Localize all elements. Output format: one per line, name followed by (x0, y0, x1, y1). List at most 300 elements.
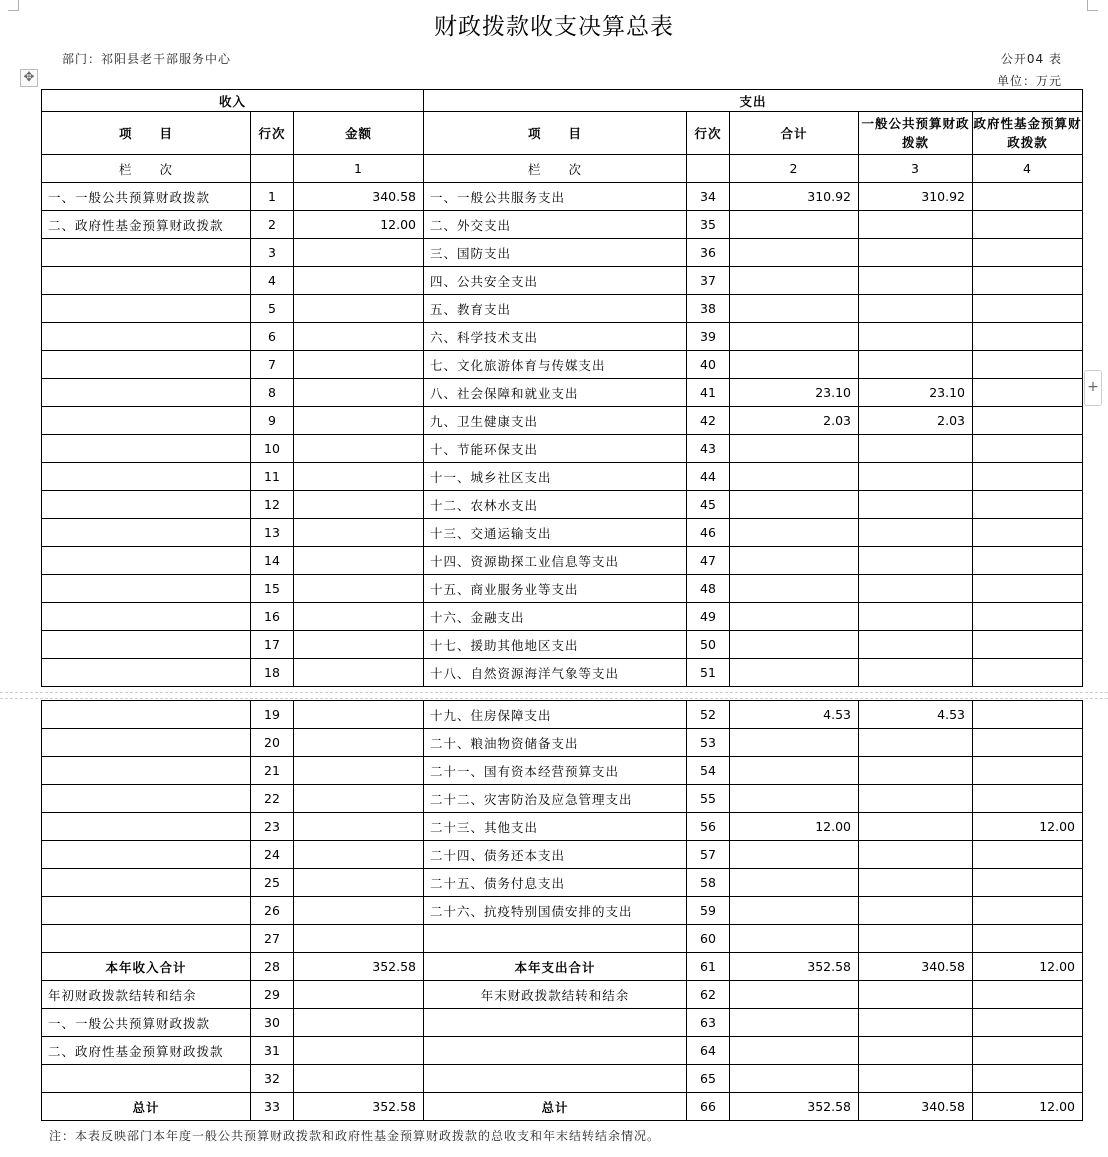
expense-item-cell (424, 1009, 687, 1037)
gov-fund-cell: 12.00 (973, 813, 1083, 841)
expense-row-no-cell: 50 (687, 631, 730, 659)
expense-row-no-cell: 39 (687, 323, 730, 351)
income-item-cell (42, 463, 251, 491)
gov-fund-cell (973, 631, 1083, 659)
page-title: 财政拨款收支决算总表 (434, 14, 674, 40)
income-item-cell: 本年收入合计 (42, 953, 251, 981)
gov-fund-cell (973, 519, 1083, 547)
gov-fund-cell (973, 841, 1083, 869)
income-amount-cell (294, 547, 424, 575)
income-amount-cell (294, 757, 424, 785)
column-label: 栏 次 (42, 155, 251, 183)
table-row (42, 757, 1083, 785)
expense-total-cell (730, 603, 859, 631)
expense-row-no-cell: 54 (687, 757, 730, 785)
expense-total-cell: 310.92 (730, 183, 859, 211)
income-item-cell (42, 897, 251, 925)
general-budget-cell: 23.10 (859, 379, 973, 407)
income-row-no-cell: 33 (251, 1093, 294, 1121)
expense-row-no-cell: 38 (687, 295, 730, 323)
income-item-cell (42, 295, 251, 323)
income-row-no-header: 行次 (251, 112, 294, 155)
income-amount-cell (294, 295, 424, 323)
income-row-no-cell: 5 (251, 295, 294, 323)
table-row (42, 897, 1083, 925)
gov-fund-cell (973, 603, 1083, 631)
income-amount-cell (294, 981, 424, 1009)
income-item-header: 项 目 (42, 112, 251, 155)
expense-row-no-cell: 59 (687, 897, 730, 925)
income-item-cell: 一、一般公共预算财政拨款 (42, 183, 251, 211)
income-row-no-cell: 20 (251, 729, 294, 757)
empty-cell (251, 155, 294, 183)
column-number: 2 (730, 155, 859, 183)
expense-item-cell: 本年支出合计 (424, 953, 687, 981)
income-item-cell (42, 575, 251, 603)
expense-row-no-cell: 43 (687, 435, 730, 463)
income-amount-cell (294, 407, 424, 435)
expense-total-cell: 12.00 (730, 813, 859, 841)
income-row-no-cell: 27 (251, 925, 294, 953)
gov-fund-cell (973, 869, 1083, 897)
expense-item-cell: 十九、住房保障支出 (424, 701, 687, 729)
gov-fund-cell (973, 379, 1083, 407)
expense-item-cell: 十七、援助其他地区支出 (424, 631, 687, 659)
table-row (42, 407, 1083, 435)
income-item-cell (42, 519, 251, 547)
expense-item-cell: 八、社会保障和就业支出 (424, 379, 687, 407)
gov-fund-cell (973, 897, 1083, 925)
income-row-no-cell: 22 (251, 785, 294, 813)
expense-total-cell (730, 211, 859, 239)
income-amount-header: 金额 (294, 112, 424, 155)
budget-table-page-1 (41, 89, 1083, 687)
table-row (42, 267, 1083, 295)
general-budget-cell (859, 981, 973, 1009)
expense-row-no-cell: 57 (687, 841, 730, 869)
expense-item-cell: 十二、农林水支出 (424, 491, 687, 519)
income-amount-cell (294, 1009, 424, 1037)
expense-row-no-cell: 40 (687, 351, 730, 379)
gov-fund-cell (973, 659, 1083, 687)
table-row (42, 1065, 1083, 1093)
general-budget-cell (859, 491, 973, 519)
expense-item-cell: 二十一、国有资本经营预算支出 (424, 757, 687, 785)
income-item-cell (42, 757, 251, 785)
expense-item-cell: 五、教育支出 (424, 295, 687, 323)
general-budget-cell (859, 295, 973, 323)
income-amount-cell (294, 869, 424, 897)
expense-total-cell (730, 351, 859, 379)
expense-total-cell (730, 1037, 859, 1065)
gov-fund-cell (973, 267, 1083, 295)
table-row (42, 323, 1083, 351)
income-amount-cell (294, 239, 424, 267)
expense-row-no-cell: 36 (687, 239, 730, 267)
gov-fund-cell (973, 463, 1083, 491)
expense-total-cell (730, 519, 859, 547)
income-row-no-cell: 18 (251, 659, 294, 687)
expense-total-cell (730, 1009, 859, 1037)
table-row (42, 841, 1083, 869)
expense-row-no-cell: 55 (687, 785, 730, 813)
expense-row-no-cell: 42 (687, 407, 730, 435)
general-budget-cell: 2.03 (859, 407, 973, 435)
gov-fund-cell (973, 1065, 1083, 1093)
expense-total-cell (730, 239, 859, 267)
income-amount-cell (294, 659, 424, 687)
income-item-cell (42, 603, 251, 631)
general-budget-cell (859, 925, 973, 953)
expense-total-cell: 4.53 (730, 701, 859, 729)
general-budget-cell (859, 575, 973, 603)
general-budget-cell (859, 729, 973, 757)
gov-fund-cell: 12.00 (973, 953, 1083, 981)
income-item-cell (42, 239, 251, 267)
table-row (42, 1093, 1083, 1121)
expense-row-no-cell: 56 (687, 813, 730, 841)
general-budget-cell (859, 435, 973, 463)
income-row-no-cell: 4 (251, 267, 294, 295)
income-item-cell (42, 729, 251, 757)
income-amount-cell (294, 491, 424, 519)
income-row-no-cell: 31 (251, 1037, 294, 1065)
gov-fund-cell (973, 351, 1083, 379)
expense-row-no-cell: 37 (687, 267, 730, 295)
expense-item-cell: 十五、商业服务业等支出 (424, 575, 687, 603)
income-amount-cell (294, 925, 424, 953)
expense-item-cell: 四、公共安全支出 (424, 267, 687, 295)
table-row (42, 435, 1083, 463)
expense-total-cell (730, 1065, 859, 1093)
expense-total-cell (730, 323, 859, 351)
general-budget-cell (859, 1065, 973, 1093)
expense-total-cell (730, 757, 859, 785)
expense-item-cell: 三、国防支出 (424, 239, 687, 267)
income-amount-cell (294, 701, 424, 729)
income-item-cell (42, 631, 251, 659)
income-amount-cell (294, 575, 424, 603)
expense-row-no-cell: 65 (687, 1065, 730, 1093)
income-row-no-cell: 11 (251, 463, 294, 491)
table-row (42, 659, 1083, 687)
budget-table-page-2 (41, 700, 1083, 1121)
table-row (42, 953, 1083, 981)
income-amount-cell (294, 729, 424, 757)
income-row-no-cell: 2 (251, 211, 294, 239)
gov-fund-header: 政府性基金预算财政拨款 (973, 112, 1083, 155)
income-item-cell (42, 435, 251, 463)
income-row-no-cell: 8 (251, 379, 294, 407)
income-amount-cell (294, 841, 424, 869)
income-row-no-cell: 30 (251, 1009, 294, 1037)
income-item-cell: 一、一般公共预算财政拨款 (42, 1009, 251, 1037)
expense-total-cell (730, 729, 859, 757)
expense-total-cell (730, 659, 859, 687)
expense-total-cell (730, 925, 859, 953)
gov-fund-cell (973, 323, 1083, 351)
column-label: 栏 次 (424, 155, 687, 183)
table-row (42, 981, 1083, 1009)
expense-item-cell: 二十二、灾害防治及应急管理支出 (424, 785, 687, 813)
income-row-no-cell: 21 (251, 757, 294, 785)
general-budget-cell: 310.92 (859, 183, 973, 211)
income-amount-cell (294, 323, 424, 351)
income-row-no-cell: 10 (251, 435, 294, 463)
income-amount-cell (294, 813, 424, 841)
expense-item-cell: 总计 (424, 1093, 687, 1121)
gov-fund-cell: 12.00 (973, 1093, 1083, 1121)
expense-item-cell (424, 1065, 687, 1093)
table-row (42, 379, 1083, 407)
income-amount-cell: 352.58 (294, 1093, 424, 1121)
income-item-cell (42, 1065, 251, 1093)
table-row (42, 631, 1083, 659)
expense-total-cell (730, 575, 859, 603)
income-item-cell (42, 407, 251, 435)
expense-row-no-cell: 58 (687, 869, 730, 897)
expense-item-cell: 二十五、债务付息支出 (424, 869, 687, 897)
income-amount-cell: 12.00 (294, 211, 424, 239)
general-budget-cell (859, 897, 973, 925)
expense-row-no-cell: 53 (687, 729, 730, 757)
general-budget-cell (859, 211, 973, 239)
table-row (42, 463, 1083, 491)
expense-item-cell: 二十、粮油物资储备支出 (424, 729, 687, 757)
general-budget-cell (859, 547, 973, 575)
general-budget-cell (859, 267, 973, 295)
income-amount-cell (294, 435, 424, 463)
table-move-handle-icon[interactable]: ✥ (20, 69, 38, 87)
income-row-no-cell: 13 (251, 519, 294, 547)
income-amount-cell (294, 463, 424, 491)
expense-total-cell: 2.03 (730, 407, 859, 435)
expense-total-cell (730, 785, 859, 813)
income-row-no-cell: 14 (251, 547, 294, 575)
expense-row-no-cell: 35 (687, 211, 730, 239)
income-header: 收入 (42, 90, 424, 112)
expense-item-cell: 十、节能环保支出 (424, 435, 687, 463)
expense-row-no-cell: 44 (687, 463, 730, 491)
add-column-button[interactable]: + (1084, 370, 1102, 406)
income-row-no-cell: 28 (251, 953, 294, 981)
expense-total-cell (730, 435, 859, 463)
expense-item-cell: 九、卫生健康支出 (424, 407, 687, 435)
table-row (42, 813, 1083, 841)
expense-row-no-cell: 49 (687, 603, 730, 631)
gov-fund-cell (973, 435, 1083, 463)
expense-total-cell: 352.58 (730, 953, 859, 981)
expense-header: 支出 (424, 90, 1083, 112)
expense-total-cell (730, 897, 859, 925)
expense-row-no-cell: 64 (687, 1037, 730, 1065)
table-row (42, 519, 1083, 547)
income-row-no-cell: 23 (251, 813, 294, 841)
income-row-no-cell: 7 (251, 351, 294, 379)
expense-row-no-cell: 48 (687, 575, 730, 603)
expense-item-cell (424, 1037, 687, 1065)
income-amount-cell (294, 519, 424, 547)
income-row-no-cell: 15 (251, 575, 294, 603)
general-budget-cell (859, 463, 973, 491)
income-amount-cell: 352.58 (294, 953, 424, 981)
expense-item-cell: 六、科学技术支出 (424, 323, 687, 351)
income-amount-cell (294, 379, 424, 407)
footnote: 注：本表反映部门本年度一般公共预算财政拨款和政府性基金预算财政拨款的总收支和年末结转结余情况。 (49, 1129, 661, 1143)
expense-row-no-cell: 62 (687, 981, 730, 1009)
expense-item-cell: 一、一般公共服务支出 (424, 183, 687, 211)
general-budget-cell (859, 519, 973, 547)
income-row-no-cell: 32 (251, 1065, 294, 1093)
table-row (42, 239, 1083, 267)
table-row (42, 603, 1083, 631)
expense-row-no-cell: 52 (687, 701, 730, 729)
expense-total-cell: 23.10 (730, 379, 859, 407)
income-item-cell: 二、政府性基金预算财政拨款 (42, 1037, 251, 1065)
expense-total-header: 合计 (730, 112, 859, 155)
table-row (42, 701, 1083, 729)
income-item-cell (42, 701, 251, 729)
expense-row-no-cell: 61 (687, 953, 730, 981)
general-budget-header: 一般公共预算财政拨款 (859, 112, 973, 155)
expense-total-cell (730, 841, 859, 869)
expense-row-no-cell: 41 (687, 379, 730, 407)
income-item-cell (42, 491, 251, 519)
general-budget-cell (859, 813, 973, 841)
expense-total-cell (730, 491, 859, 519)
income-row-no-cell: 29 (251, 981, 294, 1009)
gov-fund-cell (973, 981, 1083, 1009)
income-item-cell: 二、政府性基金预算财政拨款 (42, 211, 251, 239)
income-row-no-cell: 9 (251, 407, 294, 435)
income-row-no-cell: 6 (251, 323, 294, 351)
column-number: 3 (859, 155, 973, 183)
expense-item-cell: 十八、自然资源海洋气象等支出 (424, 659, 687, 687)
expense-item-cell: 二十六、抗疫特别国债安排的支出 (424, 897, 687, 925)
income-amount-cell (294, 1065, 424, 1093)
income-row-no-cell: 17 (251, 631, 294, 659)
table-row (42, 575, 1083, 603)
income-item-cell (42, 925, 251, 953)
empty-cell (687, 155, 730, 183)
gov-fund-cell (973, 729, 1083, 757)
general-budget-cell (859, 841, 973, 869)
income-row-no-cell: 19 (251, 701, 294, 729)
income-amount-cell (294, 267, 424, 295)
expense-item-cell: 十六、金融支出 (424, 603, 687, 631)
expense-item-cell: 十一、城乡社区支出 (424, 463, 687, 491)
income-amount-cell: 340.58 (294, 183, 424, 211)
income-row-no-cell: 16 (251, 603, 294, 631)
income-row-no-cell: 1 (251, 183, 294, 211)
expense-item-header: 项 目 (424, 112, 687, 155)
general-budget-cell (859, 785, 973, 813)
income-amount-cell (294, 1037, 424, 1065)
expense-row-no-cell: 51 (687, 659, 730, 687)
income-item-cell (42, 659, 251, 687)
income-row-no-cell: 3 (251, 239, 294, 267)
expense-item-cell: 二十四、债务还本支出 (424, 841, 687, 869)
gov-fund-cell (973, 701, 1083, 729)
table-row (42, 183, 1083, 211)
general-budget-cell (859, 239, 973, 267)
general-budget-cell (859, 351, 973, 379)
income-item-cell (42, 267, 251, 295)
gov-fund-cell (973, 239, 1083, 267)
table-row (42, 785, 1083, 813)
expense-row-no-cell: 34 (687, 183, 730, 211)
income-item-cell (42, 547, 251, 575)
expense-row-no-header: 行次 (687, 112, 730, 155)
income-item-cell (42, 785, 251, 813)
gov-fund-cell (973, 925, 1083, 953)
gov-fund-cell (973, 1037, 1083, 1065)
expense-row-no-cell: 60 (687, 925, 730, 953)
table-row (42, 547, 1083, 575)
general-budget-cell: 4.53 (859, 701, 973, 729)
table-number: 公开04 表 (1000, 52, 1062, 66)
column-number: 4 (973, 155, 1083, 183)
gov-fund-cell (973, 785, 1083, 813)
gov-fund-cell (973, 183, 1083, 211)
expense-row-no-cell: 45 (687, 491, 730, 519)
income-amount-cell (294, 351, 424, 379)
expense-total-cell: 352.58 (730, 1093, 859, 1121)
income-item-cell (42, 379, 251, 407)
table-row (42, 729, 1083, 757)
expense-total-cell (730, 631, 859, 659)
expense-item-cell: 二十三、其他支出 (424, 813, 687, 841)
income-item-cell (42, 351, 251, 379)
expense-total-cell (730, 981, 859, 1009)
general-budget-cell (859, 1037, 973, 1065)
income-row-no-cell: 24 (251, 841, 294, 869)
general-budget-cell (859, 659, 973, 687)
income-row-no-cell: 25 (251, 869, 294, 897)
income-amount-cell (294, 785, 424, 813)
table-row (42, 1009, 1083, 1037)
table-row (42, 1037, 1083, 1065)
expense-total-cell (730, 869, 859, 897)
expense-total-cell (730, 547, 859, 575)
gov-fund-cell (973, 757, 1083, 785)
income-item-cell (42, 841, 251, 869)
general-budget-cell (859, 1009, 973, 1037)
expense-row-no-cell: 63 (687, 1009, 730, 1037)
general-budget-cell (859, 869, 973, 897)
expense-total-cell (730, 295, 859, 323)
expense-item-cell: 年末财政拨款结转和结余 (424, 981, 687, 1009)
gov-fund-cell (973, 575, 1083, 603)
gov-fund-cell (973, 491, 1083, 519)
income-item-cell (42, 323, 251, 351)
general-budget-cell (859, 631, 973, 659)
table-row (42, 295, 1083, 323)
table-row (42, 869, 1083, 897)
gov-fund-cell (973, 211, 1083, 239)
expense-row-no-cell: 47 (687, 547, 730, 575)
income-item-cell (42, 869, 251, 897)
gov-fund-cell (973, 407, 1083, 435)
general-budget-cell (859, 603, 973, 631)
income-row-no-cell: 26 (251, 897, 294, 925)
column-number: 1 (294, 155, 424, 183)
expense-item-cell: 七、文化旅游体育与传媒支出 (424, 351, 687, 379)
expense-item-cell: 十四、资源勘探工业信息等支出 (424, 547, 687, 575)
expense-row-no-cell: 46 (687, 519, 730, 547)
general-budget-cell: 340.58 (859, 1093, 973, 1121)
table-row (42, 351, 1083, 379)
